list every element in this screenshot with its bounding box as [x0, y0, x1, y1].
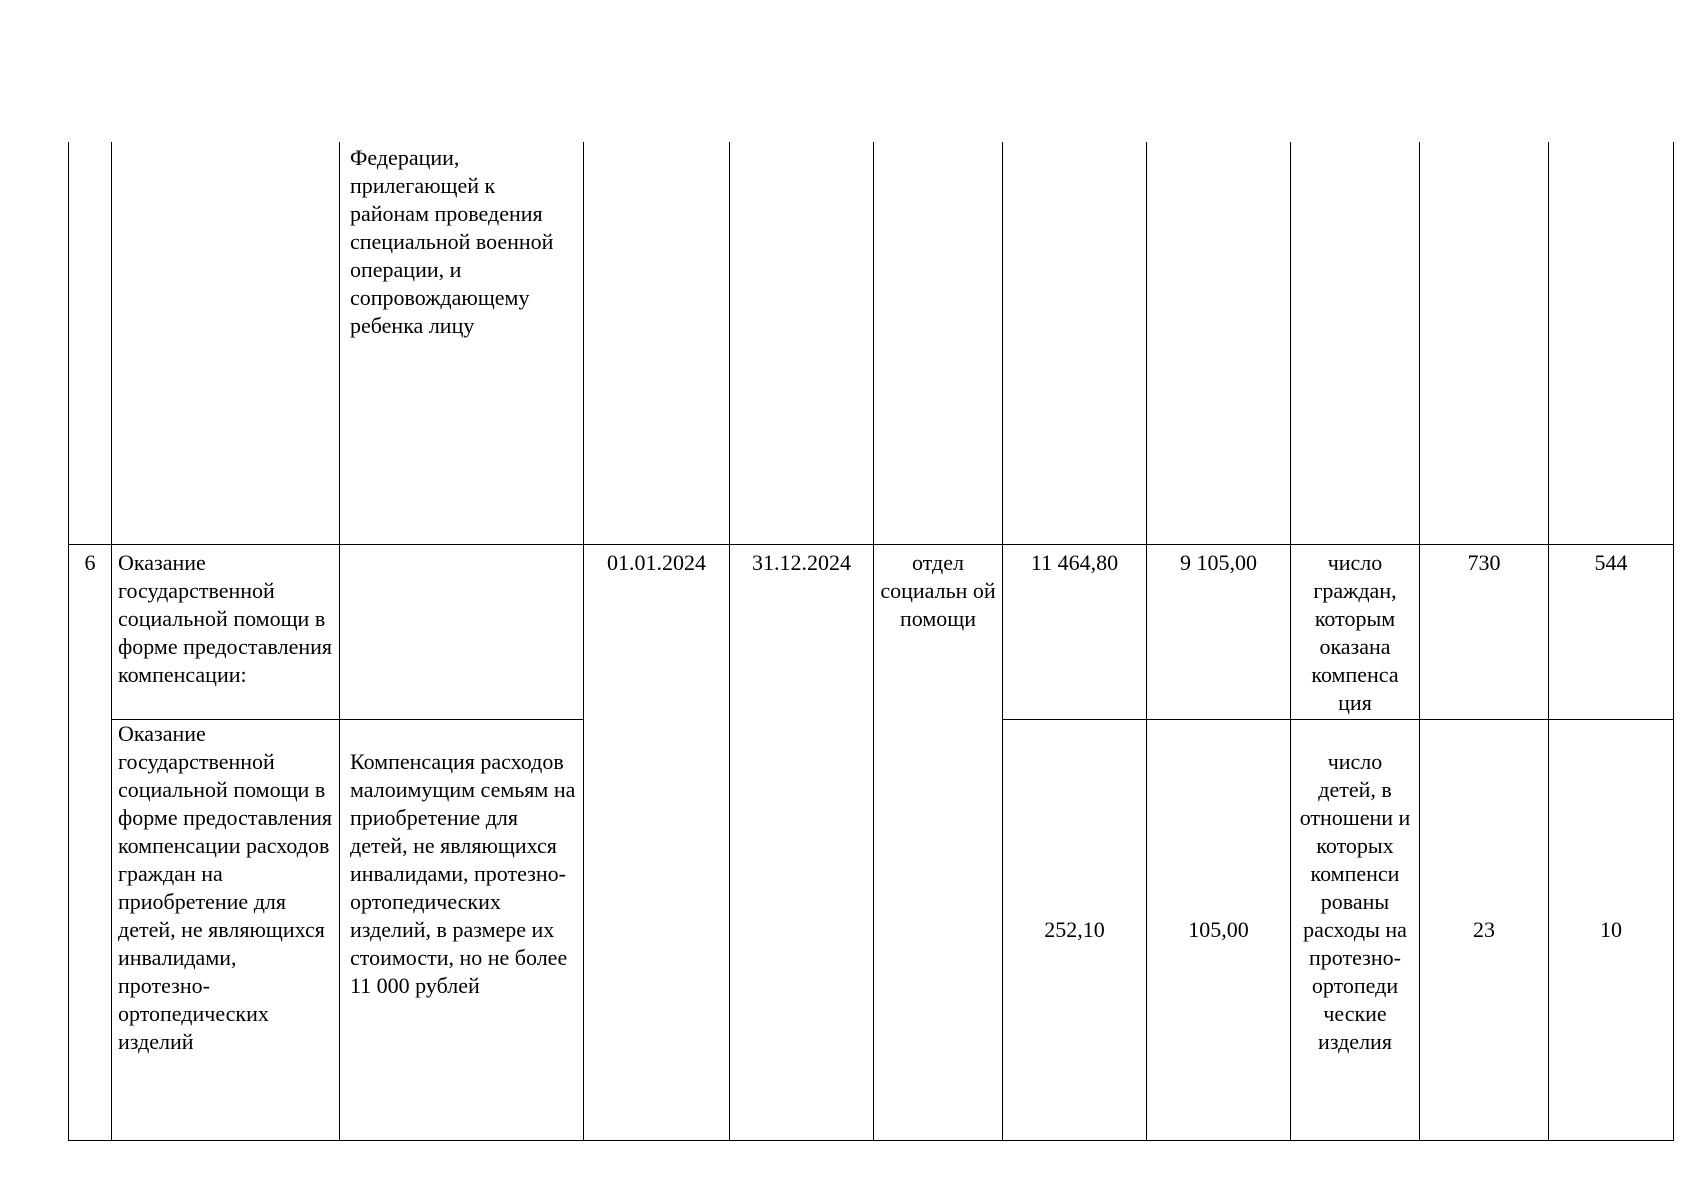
cell-description: Компенсация расходов малоимущим семьям на приобретение для детей, не являющихся инвалидами, протезно-ортопедических изделий, в размере их стоимости, но не более 11 000 рублей — [340, 720, 584, 1141]
cell-indicator-plan: 730 — [1420, 545, 1549, 720]
cell-end-date — [730, 142, 874, 545]
cell-amount-fact: 105,00 — [1147, 720, 1291, 1141]
cell-number — [69, 142, 112, 545]
cell-indicator-fact: 10 — [1549, 720, 1674, 1141]
cell-indicator — [1291, 142, 1420, 545]
cell-indicator-fact — [1549, 142, 1674, 545]
cell-indicator-plan — [1420, 142, 1549, 545]
cell-amount-plan — [1003, 142, 1147, 545]
cell-description: Федерации, прилегающей к районам проведения специальной военной операции, и сопровождающему ребенка лицу — [340, 142, 584, 545]
table-row-6 — [69, 545, 1674, 720]
cell-start-date: 01.01.2024 — [584, 545, 730, 1141]
cell-responsible: отдел социальн ой помощи — [874, 545, 1003, 1141]
cell-description — [340, 545, 584, 720]
cell-amount-fact: 9 105,00 — [1147, 545, 1291, 720]
cell-number: 6 — [69, 545, 112, 1141]
cell-start-date — [584, 142, 730, 545]
cell-name: Оказание государственной социальной помощи в форме предоставления компенсации расходов граждан на приобретение для детей, не являющихся инвалидами, протезно-ортопедических изделий — [112, 720, 340, 1141]
cell-amount-plan: 11 464,80 — [1003, 545, 1147, 720]
cell-name — [112, 142, 340, 545]
cell-indicator-fact: 544 — [1549, 545, 1674, 720]
cell-responsible — [874, 142, 1003, 545]
cell-indicator-plan: 23 — [1420, 720, 1549, 1141]
cell-name: Оказание государственной социальной помощи в форме предоставления компенсации: — [112, 545, 340, 720]
cell-end-date: 31.12.2024 — [730, 545, 874, 1141]
cell-amount-fact — [1147, 142, 1291, 545]
cell-amount-plan: 252,10 — [1003, 720, 1147, 1141]
table-row-continued — [69, 142, 1674, 545]
document-table — [68, 142, 1674, 1141]
cell-indicator: число детей, в отношени и которых компенси рованы расходы на протезно-ортопеди ческие изделия — [1291, 720, 1420, 1141]
cell-indicator: число граждан, которым оказана компенса ция — [1291, 545, 1420, 720]
